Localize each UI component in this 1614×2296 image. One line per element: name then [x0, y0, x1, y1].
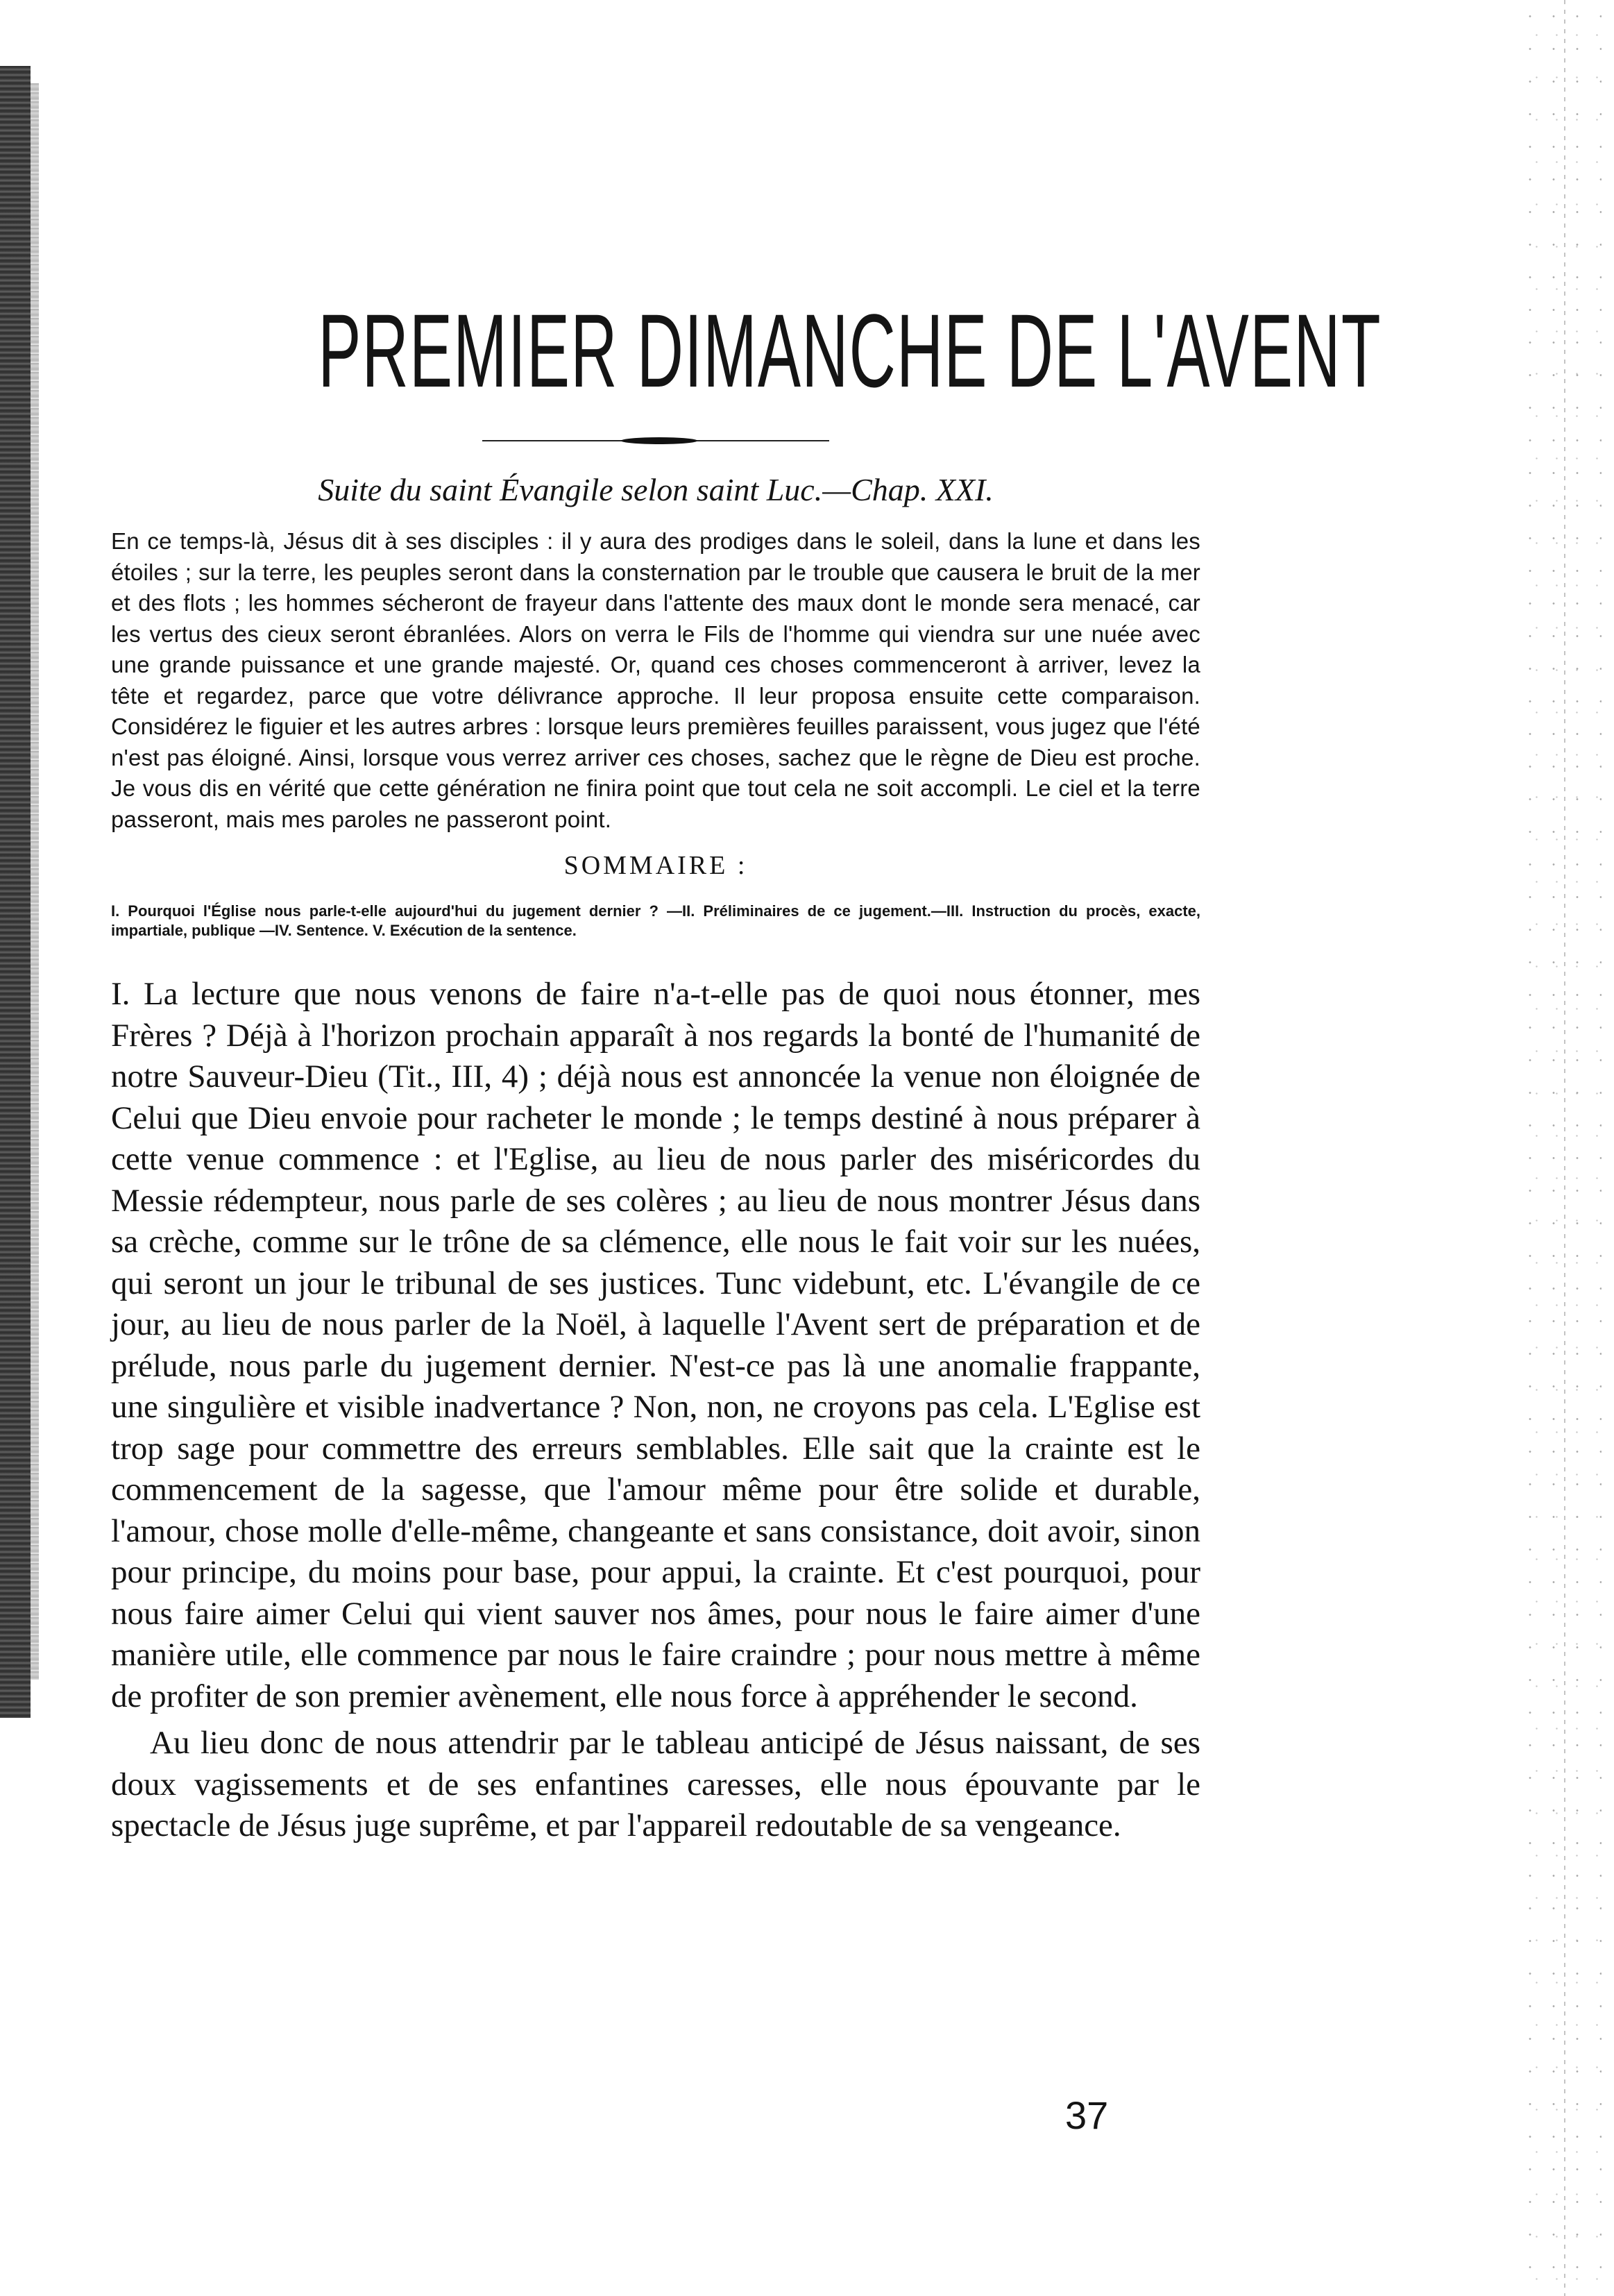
page-number: 37 — [1065, 2093, 1109, 2137]
gospel-reference: Suite du saint Évangile selon saint Luc.—Chap. XXI. — [318, 472, 994, 507]
summary-text: I. Pourquoi l'Église nous parle-t-elle aujourd'hui du jugement dernier ? —II. Préliminaires de ce jugement.—III. Instruction du procès, exacte, impartiale, publique —IV. Sentence. V. Exécution de la sentence. — [111, 902, 1200, 939]
body-paragraph-2: Au lieu donc de nous attendrir par le tableau anticipé de Jésus naissant, de ses doux vagissements et de ses enfantines caresses, elle nous épouvante par le spectacle de Jésus juge suprême, et par l'appareil redoutable de sa vengeance. — [111, 1725, 1200, 1843]
body-paragraph-1: I. La lecture que nous venons de faire n'a-t-elle pas de quoi nous étonner, mes Frères ? Déjà à l'horizon prochain apparaît à nos regards la bonté de l'humanité de notre Sauveur-Dieu (Tit., III, 4) ; déjà nous est annoncée la venue non éloignée de Celui que Dieu envoie pour racheter le monde ; le temps destiné à nous préparer à cette venue commence : et l'Eglise, au lieu de nous parler des miséricordes du Messie rédempteur, nous parle de ses colères ; au lieu de nous montrer Jésus dans sa crèche, comme sur le trône de sa clémence, elle nous le fait voir sur les nuées, qui seront un jour le tribunal de ses justices. Tunc videbunt, etc. L'évangile de ce jour, au lieu de nous parler de la Noël, à laquelle l'Avent sert de préparation et de prélude, nous parle du jugement dernier. N'est-ce pas là une anomalie frappante, une singulière et visible inadvertance ? Non, non, ne croyons pas cela. L'Eglise est trop sage pour commettre des erreurs semblables. Elle sait que la crainte est le commencement de la sagesse, que l'amour même pour être solide et durable, l'amour, chose molle d'elle-même, changeante et sans consistance, doit avoir, sinon pour principe, du moins pour base, pour appui, la crainte. Et c'est pourquoi, pour nous faire aimer Celui qui vient sauver nos âmes, pour nous le faire aimer d'une manière utile, elle commence par nous le faire craindre ; pour nous mettre à même de profiter de son premier avènement, elle nous force à appréhender le second. — [111, 976, 1200, 1714]
divider-swell — [621, 437, 697, 444]
scan-margin-rule — [1564, 0, 1565, 2296]
title-ornament-divider — [482, 437, 829, 444]
gospel-text: En ce temps-là, Jésus dit à ses disciples : il y aura des prodiges dans le soleil, dans la lune et dans les étoiles ; sur la terre, les peuples seront dans la consternation par le trouble que causera le bruit de la mer et des flots ; les hommes sécheront de frayeur dans l'attente des maux dont le monde sera menacé, car les vertus des cieux seront ébranlées. Alors on verra le Fils de l'homme qui viendra sur une nuée avec une grande puissance et une grande majesté. Or, quand ces choses commenceront à arriver, levez la tête et regardez, parce que votre délivrance approche. Il leur proposa ensuite cette comparaison. Considérez le figuier et les autres arbres : lorsque leurs premières feuilles paraissent, vous jugez que l'été n'est pas éloigné. Ainsi, lorsque vous verrez arriver ces choses, sachez que le règne de Dieu est proche. Je vous dis en vérité que cette génération ne finira point que tout cela ne soit accompli. Le ciel et la terre passeront, mais mes paroles ne passeront point. — [111, 528, 1200, 832]
page-title: PREMIER DIMANCHE DE L'AVENT — [318, 292, 1382, 409]
scan-binding-shadow — [31, 83, 39, 1680]
page-content — [111, 292, 1382, 1847]
scan-margin-noise — [1518, 0, 1602, 2296]
scan-binding-edge — [0, 66, 31, 1718]
summary-heading: SOMMAIRE : — [563, 851, 748, 880]
